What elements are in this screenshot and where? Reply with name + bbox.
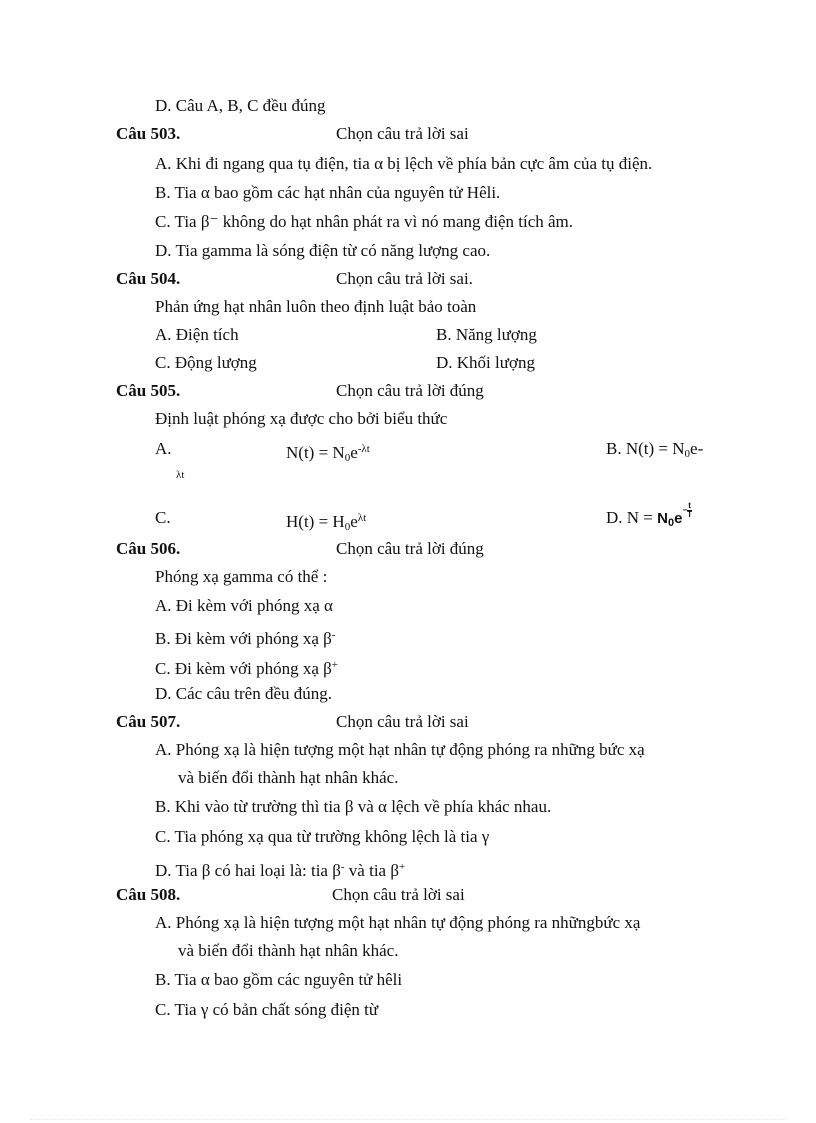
question-504-option-a: A. Điện tích <box>155 325 239 344</box>
question-508-header <box>116 885 716 905</box>
question-505-option-d <box>606 501 693 533</box>
question-507-option-d: D. Tia β có hai loại là: tia β- và tia β+ <box>155 861 406 880</box>
question-504-number: Câu 504. <box>116 269 181 288</box>
question-506-prompt: Chọn câu trả lời đúng <box>336 539 484 558</box>
question-504-option-d: D. Khối lượng <box>436 353 535 372</box>
question-503-option-d: D. Tia gamma là sóng điện từ có năng lượng cao. <box>155 241 491 260</box>
question-505-number: Câu 505. <box>116 381 181 400</box>
question-507-option-a-line1: A. Phóng xạ là hiện tượng một hạt nhân tự động phóng ra những bức xạ <box>155 740 645 759</box>
question-505-option-a-formula: $N(t) = N_0e^{-\lambda t}$ <box>286 443 370 464</box>
question-505-option-c-formula: $H(t) = H_0e^{\lambda t}$ <box>286 512 367 533</box>
question-506-stem: Phóng xạ gamma có thể : <box>155 567 328 586</box>
page-bottom-divider <box>30 1119 786 1120</box>
question-503-option-c: C. Tia β⁻ không do hạt nhân phát ra vì nó mang điện tích âm. <box>155 212 574 231</box>
question-504-stem: Phản ứng hạt nhân luôn theo định luật bảo toàn <box>155 297 477 316</box>
option-d-prev-question: D. Câu A, B, C đều đúng <box>155 96 326 115</box>
question-506-option-b: B. Đi kèm với phóng xạ β- <box>155 629 336 648</box>
question-505-stem: Định luật phóng xạ được cho bởi biểu thức <box>155 409 448 428</box>
question-507-prompt: Chọn câu trả lời sai <box>336 712 469 731</box>
question-506-option-c: C. Đi kèm với phóng xạ β+ <box>155 659 338 678</box>
question-504-option-c: C. Động lượng <box>155 353 257 372</box>
question-507-option-b: B. Khi vào từ trường thì tia β và α lệch về phía khác nhau. <box>155 797 552 816</box>
question-504-header <box>116 269 716 289</box>
question-508-option-a-line1: A. Phóng xạ là hiện tượng một hạt nhân tự động phóng ra nhữngbức xạ <box>155 913 641 932</box>
question-503-option-b: B. Tia α bao gồm các hạt nhân của nguyên tử Hêli. <box>155 183 501 202</box>
question-507-number: Câu 507. <box>116 712 181 731</box>
question-505-option-d-label: D. N = <box>606 508 653 527</box>
question-508-number: Câu 508. <box>116 885 181 904</box>
question-503-number: Câu 503. <box>116 124 181 143</box>
question-508-option-c: C. Tia γ có bản chất sóng điện từ <box>155 1000 379 1019</box>
question-506-option-d: D. Các câu trên đều đúng. <box>155 684 333 703</box>
question-507-header <box>116 712 716 732</box>
question-505-option-c-label: C. <box>155 508 171 527</box>
question-505-option-b: B. $N(t) = N_0e-$ <box>606 439 704 460</box>
question-503-header <box>116 124 716 144</box>
question-506-option-a: A. Đi kèm với phóng xạ α <box>155 596 333 615</box>
question-505-prompt: Chọn câu trả lời đúng <box>336 381 484 400</box>
question-503-prompt: Chọn câu trả lời sai <box>336 124 469 143</box>
question-508-option-b: B. Tia α bao gồm các nguyên tử hêli <box>155 970 403 989</box>
question-506-number: Câu 506. <box>116 539 181 558</box>
question-508-prompt: Chọn câu trả lời sai <box>332 885 465 904</box>
question-506-header <box>116 539 716 559</box>
question-505-option-d-formula: $N_0e-$ $\frac{t}{T}$ <box>657 501 693 529</box>
question-507-option-a-line2: và biến đổi thành hạt nhân khác. <box>178 768 399 787</box>
question-505-header <box>116 381 716 401</box>
question-505-option-b-wrap: λt <box>176 469 185 481</box>
question-508-option-a-line2: và biến đổi thành hạt nhân khác. <box>178 941 399 960</box>
question-505-option-a-label: A. <box>155 439 172 458</box>
question-503-option-a: A. Khi đi ngang qua tụ điện, tia α bị lệch về phía bản cực âm của tụ điện. <box>155 154 653 173</box>
question-504-option-b: B. Năng lượng <box>436 325 537 344</box>
question-504-prompt: Chọn câu trả lời sai. <box>336 269 473 288</box>
question-507-option-c: C. Tia phóng xạ qua từ trường không lệch là tia γ <box>155 827 490 846</box>
